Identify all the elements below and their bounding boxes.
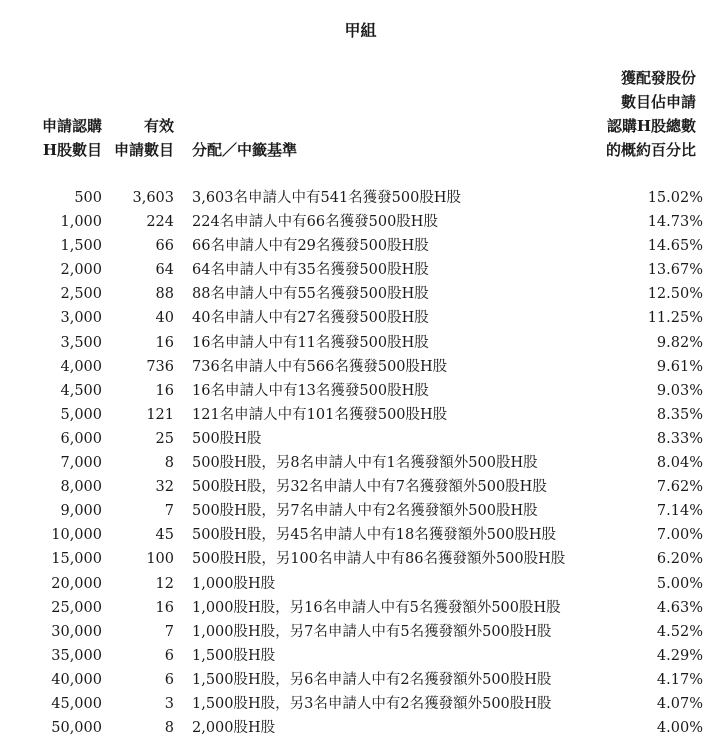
cell-percentage: 4.63%: [656, 599, 703, 616]
cell-percentage: 7.62%: [656, 479, 703, 496]
header-allocation-basis: [192, 138, 297, 162]
cell-percentage: 4.52%: [656, 623, 703, 640]
cell-percentage: 6.20%: [656, 551, 703, 568]
cell-allocation-basis: 16名申請人中有11名獲發500股H股: [192, 334, 429, 351]
cell-valid-applications: 88: [155, 286, 174, 303]
cell-valid-applications: 16: [155, 382, 174, 399]
cell-valid-applications: 8: [164, 455, 174, 472]
cell-valid-applications: 12: [155, 575, 174, 592]
header-line: 數目佔申請: [620, 93, 696, 111]
header-line: H股數目: [42, 141, 102, 159]
table-row: [0, 331, 703, 355]
cell-shares-applied: 2,500: [60, 286, 102, 303]
cell-percentage: 4.07%: [656, 695, 703, 712]
cell-shares-applied: 4,000: [60, 358, 102, 375]
header-valid-applications: [102, 114, 174, 162]
cell-shares-applied: 6,000: [60, 430, 102, 447]
cell-valid-applications: 16: [155, 599, 174, 616]
cell-percentage: 5.00%: [656, 575, 703, 592]
cell-shares-applied: 2,000: [60, 262, 102, 279]
cell-allocation-basis: 736名申請人中有566名獲發500股H股: [192, 358, 448, 375]
cell-shares-applied: 25,000: [51, 599, 102, 616]
cell-percentage: 14.73%: [647, 214, 703, 231]
cell-valid-applications: 40: [155, 310, 174, 327]
cell-allocation-basis: 64名申請人中有35名獲發500股H股: [192, 262, 429, 279]
cell-shares-applied: 9,000: [60, 503, 102, 520]
cell-valid-applications: 16: [155, 334, 174, 351]
cell-allocation-basis: 1,500股H股，另3名申請人中有2名獲發額外500股H股: [192, 695, 552, 712]
cell-shares-applied: 30,000: [51, 623, 102, 640]
cell-allocation-basis: 2,000股H股: [192, 720, 276, 737]
header-line: 申請認購: [41, 117, 102, 135]
cell-shares-applied: 45,000: [51, 695, 102, 712]
cell-shares-applied: 15,000: [51, 551, 102, 568]
cell-allocation-basis: 500股H股: [192, 430, 262, 447]
cell-shares-applied: 20,000: [51, 575, 102, 592]
table-row: [0, 306, 703, 330]
cell-valid-applications: 6: [164, 647, 174, 664]
cell-valid-applications: 6: [164, 671, 174, 688]
cell-valid-applications: 66: [155, 238, 174, 255]
cell-valid-applications: 3: [164, 695, 174, 712]
cell-valid-applications: 736: [146, 358, 174, 375]
table-row: [0, 499, 703, 523]
cell-shares-applied: 40,000: [51, 671, 102, 688]
header-line: 有效: [143, 117, 174, 135]
cell-allocation-basis: 88名申請人中有55名獲發500股H股: [192, 286, 429, 303]
header-line: 的概約百分比: [605, 141, 696, 159]
cell-shares-applied: 35,000: [51, 647, 102, 664]
cell-percentage: 8.33%: [656, 430, 703, 447]
table-row: [0, 620, 703, 644]
cell-valid-applications: 100: [146, 551, 174, 568]
table-row: [0, 668, 703, 692]
allocation-table: [0, 186, 703, 740]
table-row: [0, 403, 703, 427]
cell-allocation-basis: 1,000股H股，另16名申請人中有5名獲發額外500股H股: [192, 599, 561, 616]
cell-percentage: 9.03%: [656, 382, 703, 399]
cell-allocation-basis: 1,500股H股，另6名申請人中有2名獲發額外500股H股: [192, 671, 552, 688]
cell-allocation-basis: 66名申請人中有29名獲發500股H股: [192, 238, 429, 255]
table-row: [0, 379, 703, 403]
cell-shares-applied: 3,000: [60, 310, 102, 327]
cell-shares-applied: 1,000: [60, 214, 102, 231]
table-row: [0, 210, 703, 234]
cell-percentage: 8.35%: [656, 406, 703, 423]
cell-percentage: 7.00%: [656, 527, 703, 544]
cell-allocation-basis: 3,603名申請人中有541名獲發500股H股: [192, 190, 462, 206]
table-row: [0, 186, 703, 210]
table-row: [0, 451, 703, 475]
table-row: [0, 475, 703, 499]
cell-allocation-basis: 500股H股，另7名申請人中有2名獲發額外500股H股: [192, 503, 538, 520]
table-row: [0, 427, 703, 451]
table-row: [0, 692, 703, 716]
cell-valid-applications: 8: [164, 720, 174, 737]
cell-percentage: 8.04%: [656, 455, 703, 472]
cell-shares-applied: 7,000: [60, 455, 102, 472]
cell-percentage: 11.25%: [647, 310, 703, 327]
cell-shares-applied: 4,500: [60, 382, 102, 399]
cell-percentage: 4.29%: [656, 647, 703, 664]
cell-percentage: 9.82%: [656, 334, 703, 351]
cell-shares-applied: 3,500: [60, 334, 102, 351]
table-row: [0, 234, 703, 258]
cell-percentage: 14.65%: [647, 238, 703, 255]
header-line: 申請數目: [113, 141, 174, 159]
cell-shares-applied: 50,000: [51, 720, 102, 737]
table-row: [0, 644, 703, 668]
cell-shares-applied: 5,000: [60, 406, 102, 423]
cell-percentage: 7.14%: [656, 503, 703, 520]
cell-allocation-basis: 500股H股，另32名申請人中有7名獲發額外500股H股: [192, 479, 547, 496]
cell-percentage: 15.02%: [647, 190, 703, 206]
cell-valid-applications: 224: [146, 214, 174, 231]
header-line: 分配／中籤基準: [192, 141, 298, 159]
table-row: [0, 572, 703, 596]
cell-allocation-basis: 121名申請人中有101名獲發500股H股: [192, 406, 448, 423]
header-line: 認購H股總數: [606, 117, 696, 135]
cell-allocation-basis: 16名申請人中有13名獲發500股H股: [192, 382, 429, 399]
cell-valid-applications: 3,603: [132, 190, 174, 206]
cell-allocation-basis: 1,000股H股，另7名申請人中有5名獲發額外500股H股: [192, 623, 552, 640]
cell-percentage: 4.17%: [656, 671, 703, 688]
cell-percentage: 9.61%: [656, 358, 703, 375]
table-row: [0, 258, 703, 282]
cell-allocation-basis: 1,500股H股: [192, 647, 276, 664]
cell-valid-applications: 121: [146, 406, 174, 423]
cell-valid-applications: 45: [155, 527, 174, 544]
table-row: [0, 355, 703, 379]
cell-allocation-basis: 224名申請人中有66名獲發500股H股: [192, 214, 438, 231]
cell-shares-applied: 500: [74, 190, 102, 206]
cell-shares-applied: 10,000: [51, 527, 102, 544]
table-row: [0, 716, 703, 740]
cell-allocation-basis: 40名申請人中有27名獲發500股H股: [192, 310, 429, 327]
cell-valid-applications: 25: [155, 430, 174, 447]
cell-valid-applications: 7: [164, 623, 174, 640]
cell-allocation-basis: 500股H股，另8名申請人中有1名獲發額外500股H股: [192, 455, 538, 472]
table-row: [0, 523, 703, 547]
cell-shares-applied: 1,500: [60, 238, 102, 255]
cell-percentage: 13.67%: [647, 262, 703, 279]
cell-allocation-basis: 1,000股H股: [192, 575, 276, 592]
table-row: [0, 596, 703, 620]
cell-allocation-basis: 500股H股，另100名申請人中有86名獲發額外500股H股: [192, 551, 566, 568]
cell-valid-applications: 32: [155, 479, 174, 496]
table-row: [0, 282, 703, 306]
table-row: [0, 547, 703, 571]
cell-allocation-basis: 500股H股，另45名申請人中有18名獲發額外500股H股: [192, 527, 557, 544]
cell-percentage: 12.50%: [647, 286, 703, 303]
header-shares-applied: [16, 114, 102, 162]
cell-valid-applications: 64: [155, 262, 174, 279]
section-title: 甲組: [344, 21, 377, 40]
allocation-table-body: [0, 186, 703, 740]
header-approx-percentage: [560, 66, 696, 162]
cell-valid-applications: 7: [164, 503, 174, 520]
header-line: 獲配發股份: [620, 69, 696, 87]
cell-percentage: 4.00%: [656, 720, 703, 737]
cell-shares-applied: 8,000: [60, 479, 102, 496]
